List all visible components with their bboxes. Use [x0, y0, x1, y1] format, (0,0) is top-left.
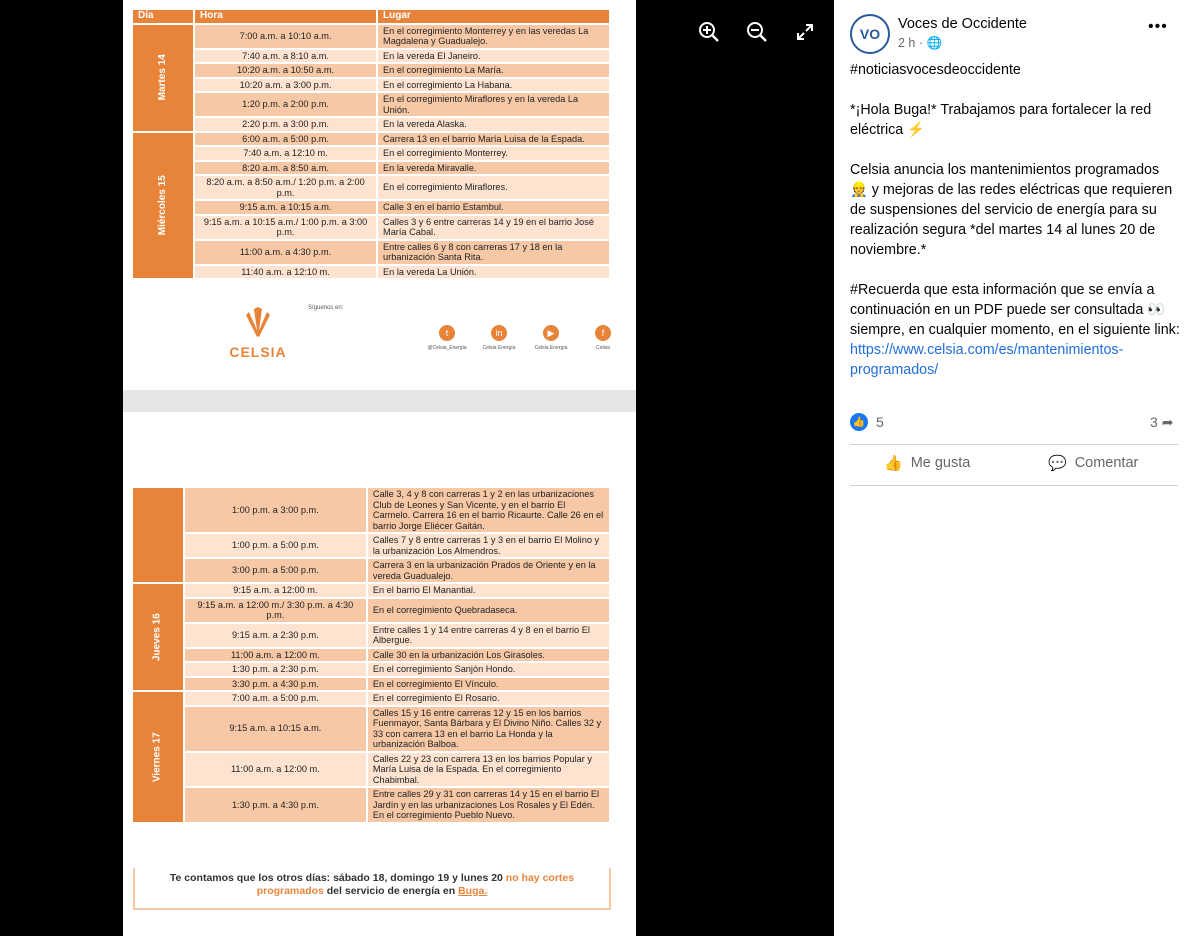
- post-hashtag[interactable]: #noticiasvocesdeoccidente: [850, 62, 1021, 78]
- shares-count[interactable]: [1150, 414, 1173, 431]
- social-link[interactable]: [427, 325, 467, 351]
- lugar-cell: En el corregimiento Sanjón Hondo.: [367, 662, 610, 677]
- table-header: [133, 10, 610, 24]
- social-label: Celsia: [596, 345, 610, 351]
- table-row: [133, 200, 610, 215]
- table-row: [133, 63, 610, 78]
- note-city: Buga.: [458, 885, 488, 897]
- day-cell: Miércoles 15: [133, 132, 194, 280]
- social-link[interactable]: [479, 325, 519, 351]
- social-label: Celsia Energía: [482, 345, 516, 351]
- hora-cell: 7:00 a.m. a 5:00 p.m.: [184, 691, 367, 706]
- table-row: [133, 752, 610, 788]
- hora-cell: 9:15 a.m. a 12:00 m./ 3:30 p.m. a 4:30 p.m.: [184, 598, 367, 623]
- hora-cell: 1:20 p.m. a 2:00 p.m.: [194, 92, 377, 117]
- lugar-cell: En el corregimiento Miraflores y en la vereda La Unión.: [377, 92, 610, 117]
- table-row: [133, 24, 610, 49]
- hora-cell: 11:00 a.m. a 12:00 m.: [184, 752, 367, 788]
- table-row: [133, 598, 610, 623]
- table-row: [133, 558, 610, 583]
- post-paragraph-1: *¡Hola Buga!* Trabajamos para fortalecer la red eléctrica ⚡: [850, 102, 1152, 138]
- follow-label: Síguenos en:: [308, 305, 344, 311]
- hora-cell: 3:00 p.m. a 5:00 p.m.: [184, 558, 367, 583]
- thumbs-up-icon: 👍: [884, 455, 903, 472]
- twitter-icon: t: [439, 325, 455, 341]
- hora-cell: 11:00 a.m. a 12:00 m.: [184, 648, 367, 663]
- note-text: Te contamos que: [169, 872, 259, 884]
- table-row: [133, 146, 610, 161]
- shares-number: 3: [1150, 414, 1158, 430]
- column-header: Lugar: [377, 10, 610, 24]
- hora-cell: 2:20 p.m. a 3:00 p.m.: [194, 117, 377, 132]
- lugar-cell: En el corregimiento Monterrey.: [377, 146, 610, 161]
- more-options-icon[interactable]: •••: [1148, 18, 1168, 35]
- lugar-cell: En el corregimiento El Vínculo.: [367, 677, 610, 692]
- schedule-table-1: [133, 10, 611, 280]
- table-row: [133, 78, 610, 93]
- note-highlight: no hay cortes programados: [256, 872, 575, 897]
- page-gap: [123, 390, 636, 412]
- page-name[interactable]: Voces de Occidente: [898, 16, 1027, 32]
- logo-text: CELSIA: [229, 344, 287, 360]
- lugar-cell: En la vereda El Janeiro.: [377, 49, 610, 64]
- table-row: [133, 691, 610, 706]
- table-row: [133, 662, 610, 677]
- hora-cell: 9:15 a.m. a 10:15 a.m.: [184, 706, 367, 752]
- comment-button[interactable]: [1048, 454, 1138, 472]
- like-label: Me gusta: [910, 455, 971, 471]
- hora-cell: 11:40 a.m. a 12:10 m.: [194, 265, 377, 280]
- hora-cell: 7:40 a.m. a 8:10 a.m.: [194, 49, 377, 64]
- hora-cell: 1:30 p.m. a 2:30 p.m.: [184, 662, 367, 677]
- like-button[interactable]: [884, 454, 970, 472]
- table-row: [133, 265, 610, 280]
- post-paragraph-3: [850, 280, 1180, 380]
- lugar-cell: En el corregimiento Monterrey y en las veredas La Magdalena y Guadualejo.: [377, 24, 610, 49]
- post-paragraph-3-text: que esta información que se envía a continuación en un PDF puede ser consultada 👀 siempre, en cualquier momento, en el siguiente link:: [850, 282, 1180, 338]
- table-row: [133, 161, 610, 176]
- hora-cell: 8:20 a.m. a 8:50 a.m.: [194, 161, 377, 176]
- fullscreen-icon[interactable]: [788, 15, 822, 49]
- table-row: [133, 583, 610, 598]
- table-row: [133, 488, 610, 533]
- linkedin-icon: in: [491, 325, 507, 341]
- hora-cell: 7:00 a.m. a 10:10 a.m.: [194, 24, 377, 49]
- like-reaction-icon: 👍: [850, 413, 868, 431]
- table-row: [133, 175, 610, 200]
- table-row: [133, 648, 610, 663]
- pdf-page-2: [123, 412, 636, 936]
- lugar-cell: En la vereda La Unión.: [377, 265, 610, 280]
- pdf-page-1: [123, 0, 636, 390]
- lugar-cell: Calle 3, 4 y 8 con carreras 1 y 2 en las urbanizaciones Club de Leones y San Vicente, y en el barrio El Carmelo. Carrera 16 en el barrio Ricaurte. Calle 26 en el barrio Jorge Eliécer Gaitán.: [367, 488, 610, 533]
- post-panel: [834, 0, 1185, 936]
- lugar-cell: Entre calles 29 y 31 con carreras 14 y 15 en el barrio El Jardín y en las urbanizaciones Los Rosales y El Edén. En el corregimiento Pueblo Nuevo.: [367, 787, 610, 823]
- social-label: @Celsia_Energia: [427, 345, 467, 351]
- lugar-cell: Carrera 3 en la urbanización Prados de Oriente y en la vereda Guadualejo.: [367, 558, 610, 583]
- hora-cell: 6:00 a.m. a 5:00 p.m.: [194, 132, 377, 147]
- social-link[interactable]: [531, 325, 571, 351]
- hora-cell: 10:20 a.m. a 3:00 p.m.: [194, 78, 377, 93]
- facebook-icon: f: [595, 325, 611, 341]
- lugar-cell: En el corregimiento La María.: [377, 63, 610, 78]
- likes-count: 5: [876, 414, 884, 430]
- lugar-cell: En el corregimiento La Habana.: [377, 78, 610, 93]
- social-label: Celsia Energía: [534, 345, 568, 351]
- hora-cell: 10:20 a.m. a 10:50 a.m.: [194, 63, 377, 78]
- lugar-cell: Entre calles 6 y 8 con carreras 17 y 18 en la urbanización Santa Rita.: [377, 240, 610, 265]
- post-body: [850, 60, 1180, 400]
- day-cell: Jueves 16: [133, 583, 184, 691]
- lugar-cell: En el corregimiento Quebradaseca.: [367, 598, 610, 623]
- hora-cell: 9:15 a.m. a 2:30 p.m.: [184, 623, 367, 648]
- table-row: [133, 92, 610, 117]
- post-paragraph-2: Celsia anuncia los mantenimientos programados 👷 y mejoras de las redes eléctricas que requieren de suspensiones del servicio de energía para su realización segura *del martes 14 al lunes 20 de noviembre.*: [850, 162, 1173, 258]
- zoom-out-icon[interactable]: [740, 15, 774, 49]
- schedule-note: [133, 868, 611, 910]
- hora-cell: 3:30 p.m. a 4:30 p.m.: [184, 677, 367, 692]
- lugar-cell: Carrera 13 en el barrio María Luisa de la Espada.: [377, 132, 610, 147]
- table-row: [133, 132, 610, 147]
- share-icon: ➦: [1161, 414, 1174, 430]
- divider: [850, 444, 1178, 445]
- globe-icon: 🌐: [926, 36, 943, 50]
- column-header: Día: [133, 10, 194, 24]
- post-meta: [898, 36, 942, 51]
- day-cell: Martes 14: [133, 24, 194, 132]
- hora-cell: 1:00 p.m. a 5:00 p.m.: [184, 533, 367, 558]
- table-row: [133, 677, 610, 692]
- lugar-cell: Calles 22 y 23 con carrera 13 en los barrios Popular y María Luisa de la Espada. En el corregimiento Chabimbal.: [367, 752, 610, 788]
- table-row: [133, 240, 610, 265]
- table-row: [133, 215, 610, 240]
- post-time[interactable]: 2 h ·: [898, 36, 924, 50]
- lugar-cell: Calles 7 y 8 entre carreras 1 y 3 en el barrio El Molino y la urbanización Los Almendros.: [367, 533, 610, 558]
- table-row: [133, 623, 610, 648]
- hora-cell: 9:15 a.m. a 10:15 a.m.: [194, 200, 377, 215]
- youtube-icon: ▶: [543, 325, 559, 341]
- day-cell: [133, 488, 184, 583]
- post-link[interactable]: https://www.celsia.com/es/mantenimientos-programados/: [850, 342, 1124, 378]
- note-text-2: del servicio de energía en: [323, 885, 459, 897]
- lugar-cell: Calle 3 en el barrio Estambul.: [377, 200, 610, 215]
- column-header: Hora: [194, 10, 377, 24]
- recuerda-tag[interactable]: #Recuerda: [850, 282, 920, 298]
- day-cell: Viernes 17: [133, 691, 184, 823]
- celsia-logo-icon: [240, 305, 276, 339]
- hora-cell: 1:00 p.m. a 3:00 p.m.: [184, 488, 367, 533]
- hora-cell: 7:40 a.m. a 12:10 m.: [194, 146, 377, 161]
- lugar-cell: En el corregimiento Miraflores.: [377, 175, 610, 200]
- comment-icon: 💬: [1048, 455, 1067, 472]
- lugar-cell: En el corregimiento El Rosario.: [367, 691, 610, 706]
- lugar-cell: Calle 30 en la urbanización Los Girasoles.: [367, 648, 610, 663]
- table-row: [133, 706, 610, 752]
- table-row: [133, 117, 610, 132]
- schedule-table-2: [133, 488, 611, 824]
- lugar-cell: Calles 15 y 16 entre carreras 12 y 15 en los barrios Fuenmayor, Santa Bárbara y El Divino Niño. Calles 32 y 33 con carrera 13 en el barrio La Honda y la urbanización Balboa.: [367, 706, 610, 752]
- reactions-count[interactable]: [850, 413, 884, 431]
- avatar[interactable]: VO: [850, 14, 890, 54]
- lugar-cell: Calles 3 y 6 entre carreras 14 y 19 en el barrio José María Cabal.: [377, 215, 610, 240]
- lugar-cell: En el barrio El Manantial.: [367, 583, 610, 598]
- hora-cell: 9:15 a.m. a 12:00 m.: [184, 583, 367, 598]
- hora-cell: 9:15 a.m. a 10:15 a.m./ 1:00 p.m. a 3:00 p.m.: [194, 215, 377, 240]
- hora-cell: 8:20 a.m. a 8:50 a.m./ 1:20 p.m. a 2:00 p.m.: [194, 175, 377, 200]
- lugar-cell: Entre calles 1 y 14 entre carreras 4 y 8 en el barrio El Albergue.: [367, 623, 610, 648]
- social-link[interactable]: [583, 325, 623, 351]
- lugar-cell: En la vereda Miravalle.: [377, 161, 610, 176]
- note-bold: los otros días: sábado 18, domingo 19 y lunes 20: [258, 872, 503, 884]
- hora-cell: 11:00 a.m. a 4:30 p.m.: [194, 240, 377, 265]
- table-row: [133, 49, 610, 64]
- celsia-logo: [223, 305, 293, 360]
- table-row: [133, 533, 610, 558]
- divider: [850, 485, 1178, 486]
- comment-label: Comentar: [1074, 455, 1139, 471]
- zoom-in-icon[interactable]: [692, 15, 726, 49]
- hora-cell: 1:30 p.m. a 4:30 p.m.: [184, 787, 367, 823]
- lugar-cell: En la vereda Alaska.: [377, 117, 610, 132]
- table-row: [133, 787, 610, 823]
